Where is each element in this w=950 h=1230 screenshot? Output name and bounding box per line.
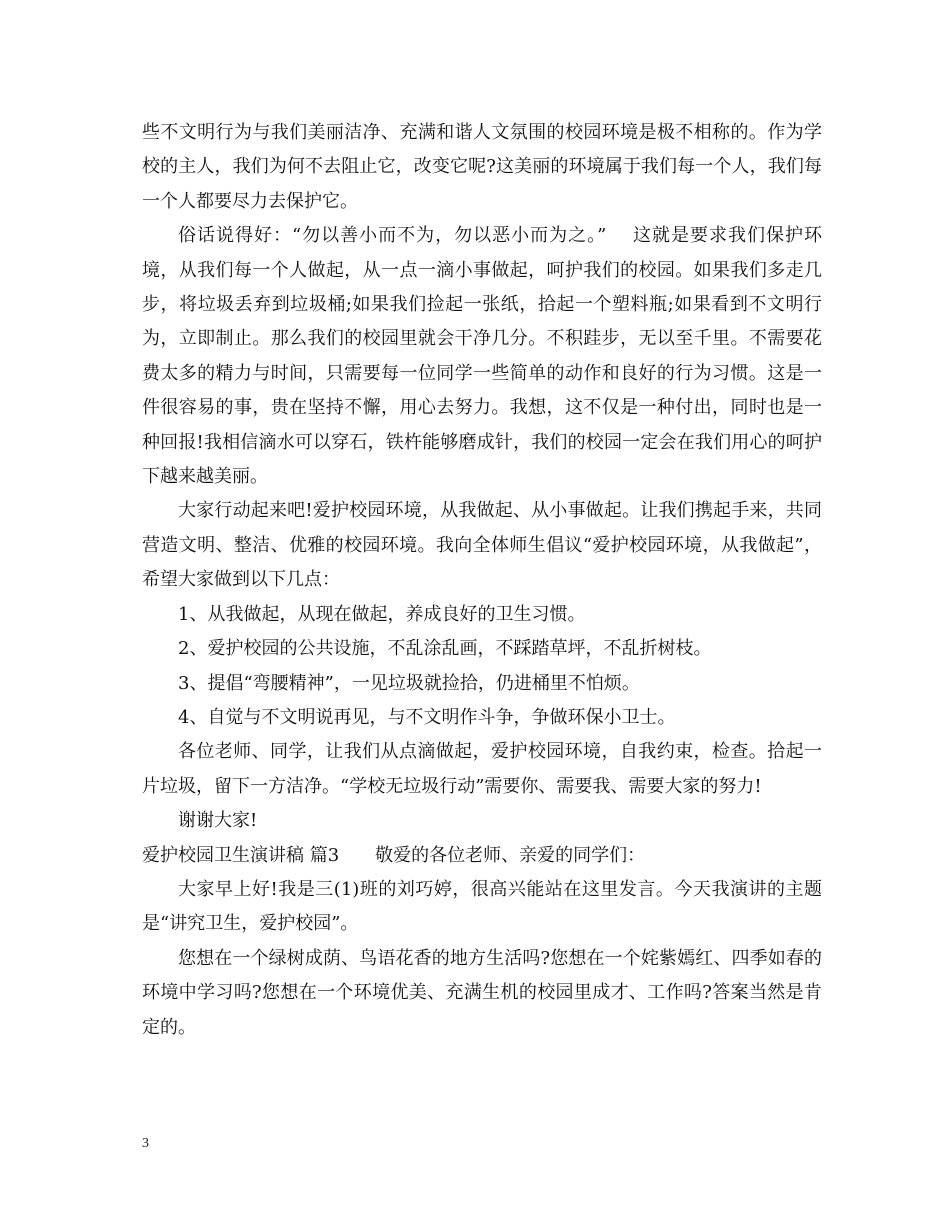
list-item-3: 3、提倡“弯腰精神”，一见垃圾就捡拾，仍进桶里不怕烦。 (178, 672, 640, 694)
paragraph-proverb: 俗话说得好：“勿以善小而不为，勿以恶小而为之。” 这就是要求我们保护环境，从我们每一个人做起，从一点一滴小事做起，呵护我们的校园。如果我们多走几步，将垃圾丢弃到垃圾桶;如果我们捡起一张纸，拾起一个塑料瓶;如果看到不文明行为，立即制止。那么我们的校园里就会干净几分。不积跬步，无以至千里。不需要花费太多的精力与时间，只需要每一位同学一些简单的动作和良好的行为习惯。这是一件很容易的事，贵在坚持不懈，用心去努力。我想，这不仅是一种付出，同时也是一种回报!我相信滴水可以穿石，铁杵能够磨成针，我们的校园一定会在我们用心的呵护下越来越美丽。 (142, 225, 822, 488)
paragraph-questions: 您想在一个绿树成荫、鸟语花香的地方生活吗?您想在一个姹紫嫣红、四季如春的环境中学习吗?您想在一个环境优美、充满生机的校园里成才、工作吗?答案当然是肯定的。 (142, 947, 822, 1038)
paragraph-call-to-action: 大家行动起来吧!爱护校园环境，从我做起、从小事做起。让我们携起手来，共同营造文明、整洁、优雅的校园环境。我向全体师生倡议“爱护校园环境，从我做起”，希望大家做到以下几点： (142, 500, 822, 591)
list-item-2: 2、爱护校园的公共设施，不乱涂乱画，不踩踏草坪，不乱折树枝。 (178, 638, 712, 660)
document-body (142, 116, 822, 1045)
list-item-1: 1、从我做起，从现在做起，养成良好的卫生习惯。 (178, 603, 586, 625)
section-heading: 爱护校园卫生演讲稿 篇3 敬爱的各位老师、亲爱的同学们： (142, 844, 646, 866)
paragraph-greeting: 大家早上好!我是三(1)班的刘巧婷，很高兴能站在这里发言。今天我演讲的主题是“讲究卫生，爱护校园”。 (142, 878, 822, 935)
page-number: 3 (142, 1136, 149, 1151)
list-item-4: 4、自觉与不文明说再见，与不文明作斗争，争做环保小卫士。 (178, 706, 676, 728)
paragraph-continuation: 些不文明行为与我们美丽洁净、充满和谐人文氛围的校园环境是极不相称的。作为学校的主人，我们为何不去阻止它，改变它呢?这美丽的环境属于我们每一个人，我们每一个人都要尽力去保护它。 (142, 122, 822, 212)
paragraph-appeal: 各位老师、同学，让我们从点滴做起，爱护校园环境，自我约束，检查。拾起一片垃圾，留下一方洁净。“学校无垃圾行动”需要你、需要我、需要大家的努力! (142, 741, 822, 797)
paragraph-thanks: 谢谢大家! (178, 810, 258, 832)
